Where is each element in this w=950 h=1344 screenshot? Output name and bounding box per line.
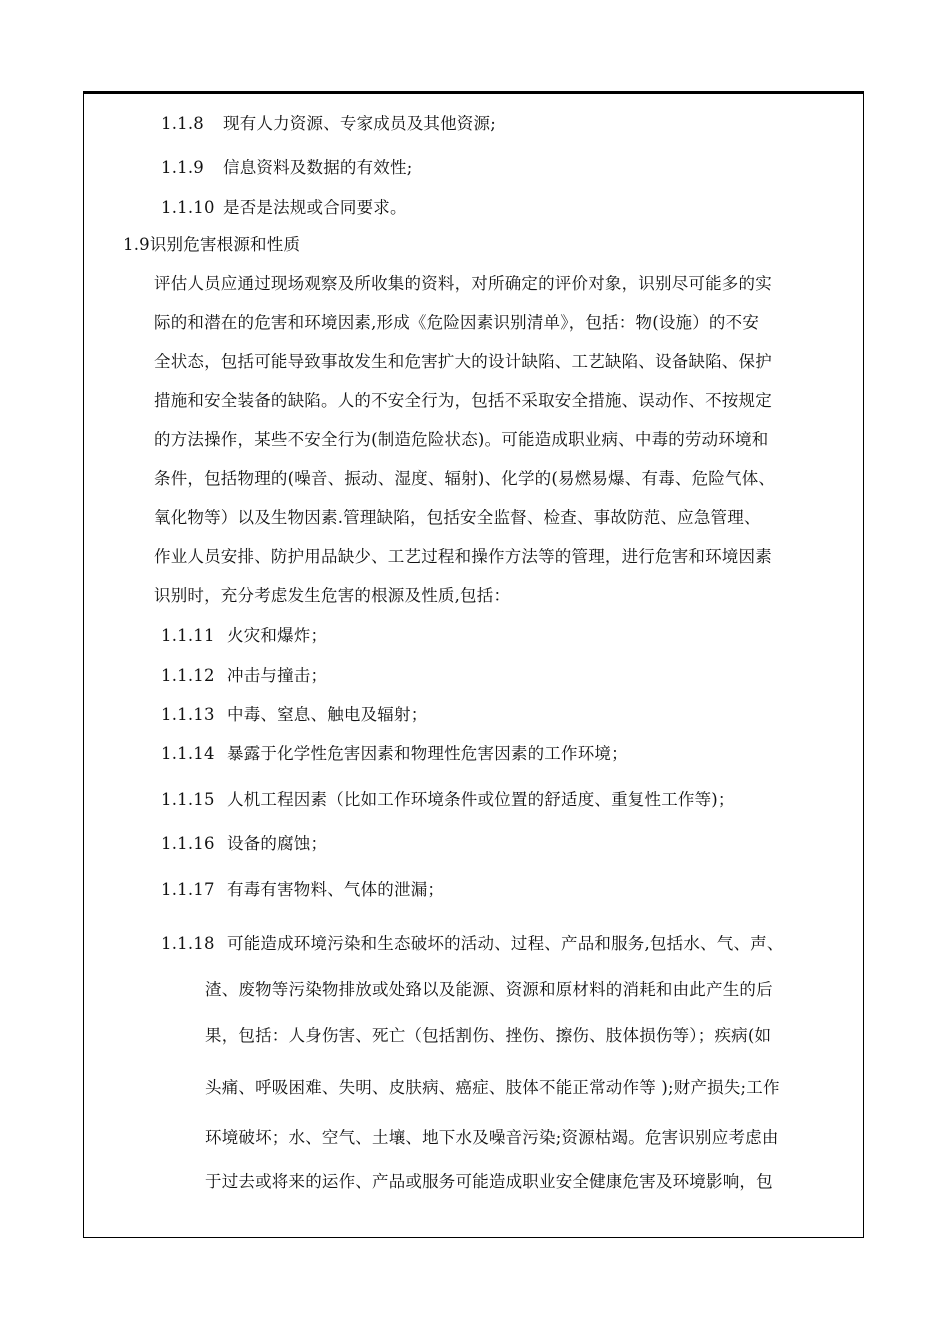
- item-text-line: 于过去或将来的运作、产品或服务可能造成职业安全健康危害及环境影响，包: [205, 1172, 773, 1191]
- item-number: 1.1.13: [161, 705, 215, 724]
- section-heading: [123, 235, 300, 255]
- item-text: 是否是法规或合同要求。: [223, 198, 407, 217]
- item-text: 设备的腐蚀；: [227, 834, 328, 853]
- list-item: [161, 790, 735, 810]
- item-number: 1.1.15: [161, 790, 215, 809]
- item-text: 火灾和爆炸；: [227, 626, 328, 645]
- frame-top-border: [84, 92, 863, 94]
- paragraph-line: 际的和潜在的危害和环境因素,形成《危险因素识别清单》，包括：物(设施）的不安: [154, 313, 760, 332]
- item-number: 1.1.10: [161, 198, 215, 217]
- item-text-line: 果，包括：人身伤害、死亡（包括割伤、挫伤、擦伤、肢体损伤等）；疾病(如: [205, 1026, 772, 1045]
- item-number: 1.1.11: [161, 626, 215, 645]
- item-number: 1.1.14: [161, 744, 215, 763]
- list-item: [161, 934, 784, 954]
- item-number: 1.1.17: [161, 880, 215, 899]
- list-item: [161, 626, 327, 646]
- item-text: 人机工程因素（比如工作环境条件或位置的舒适度、重复性工作等)；: [227, 790, 735, 809]
- paragraph-line: 全状态，包括可能导致事故发生和危害扩大的设计缺陷、工艺缺陷、设备缺陷、保护: [154, 352, 772, 371]
- paragraph-line: 作业人员安排、防护用品缺少、工艺过程和操作方法等的管理，进行危害和环境因素: [154, 547, 772, 566]
- item-number: 1.1.8: [161, 114, 204, 133]
- paragraph-line: 措施和安全装备的缺陷。人的不安全行为，包括不采取安全措施、误动作、不按规定: [154, 391, 772, 410]
- list-item: [161, 705, 427, 725]
- item-text: 有毒有害物料、气体的泄漏；: [227, 880, 445, 899]
- paragraph-line: 条件，包括物理的(噪音、振动、湿度、辐射)、化学的(易燃易爆、有毒、危险气体、: [154, 469, 776, 488]
- paragraph-line: 氧化物等）以及生物因素.管理缺陷，包括安全监督、检查、事故防范、应急管理、: [154, 508, 761, 527]
- item-text: 冲击与撞击；: [227, 666, 328, 685]
- item-text: 现有人力资源、专家成员及其他资源;: [223, 114, 496, 133]
- section-number: 1.9: [123, 235, 150, 254]
- list-item: [161, 158, 412, 178]
- list-item: [161, 114, 496, 134]
- item-text-line: 头痛、呼吸困难、失明、皮肤病、癌症、肢体不能正常动作等 );财产损失;工作: [205, 1078, 780, 1097]
- section-title: 识别危害根源和性质: [149, 235, 301, 254]
- list-item: [161, 198, 407, 218]
- item-text: 可能造成环境污染和生态破坏的活动、过程、产品和服务,包括水、气、声、: [227, 934, 784, 953]
- document-frame: [83, 91, 864, 1238]
- item-number: 1.1.12: [161, 666, 215, 685]
- item-text: 信息资料及数据的有效性;: [223, 158, 413, 177]
- item-number: 1.1.18: [161, 934, 215, 953]
- item-number: 1.1.9: [161, 158, 204, 177]
- item-text-line: 环境破坏；水、空气、土壤、地下水及噪音污染;资源枯竭。危害识别应考虑由: [205, 1128, 779, 1147]
- item-text-line: 渣、废物等污染物排放或处臵以及能源、资源和原材料的消耗和由此产生的后: [205, 980, 773, 999]
- list-item: [161, 880, 444, 900]
- list-item: [161, 666, 327, 686]
- list-item: [161, 744, 628, 764]
- item-number: 1.1.16: [161, 834, 215, 853]
- paragraph-line: 识别时，充分考虑发生危害的根源及性质,包括：: [154, 586, 511, 605]
- paragraph-line: 的方法操作，某些不安全行为(制造危险状态)。可能造成职业病、中毒的劳动环境和: [154, 430, 769, 449]
- item-text: 中毒、窒息、触电及辐射；: [227, 705, 428, 724]
- list-item: [161, 834, 327, 854]
- paragraph-line: 评估人员应通过现场观察及所收集的资料，对所确定的评价对象，识别尽可能多的实: [154, 274, 772, 293]
- item-text: 暴露于化学性危害因素和物理性危害因素的工作环境；: [227, 744, 628, 763]
